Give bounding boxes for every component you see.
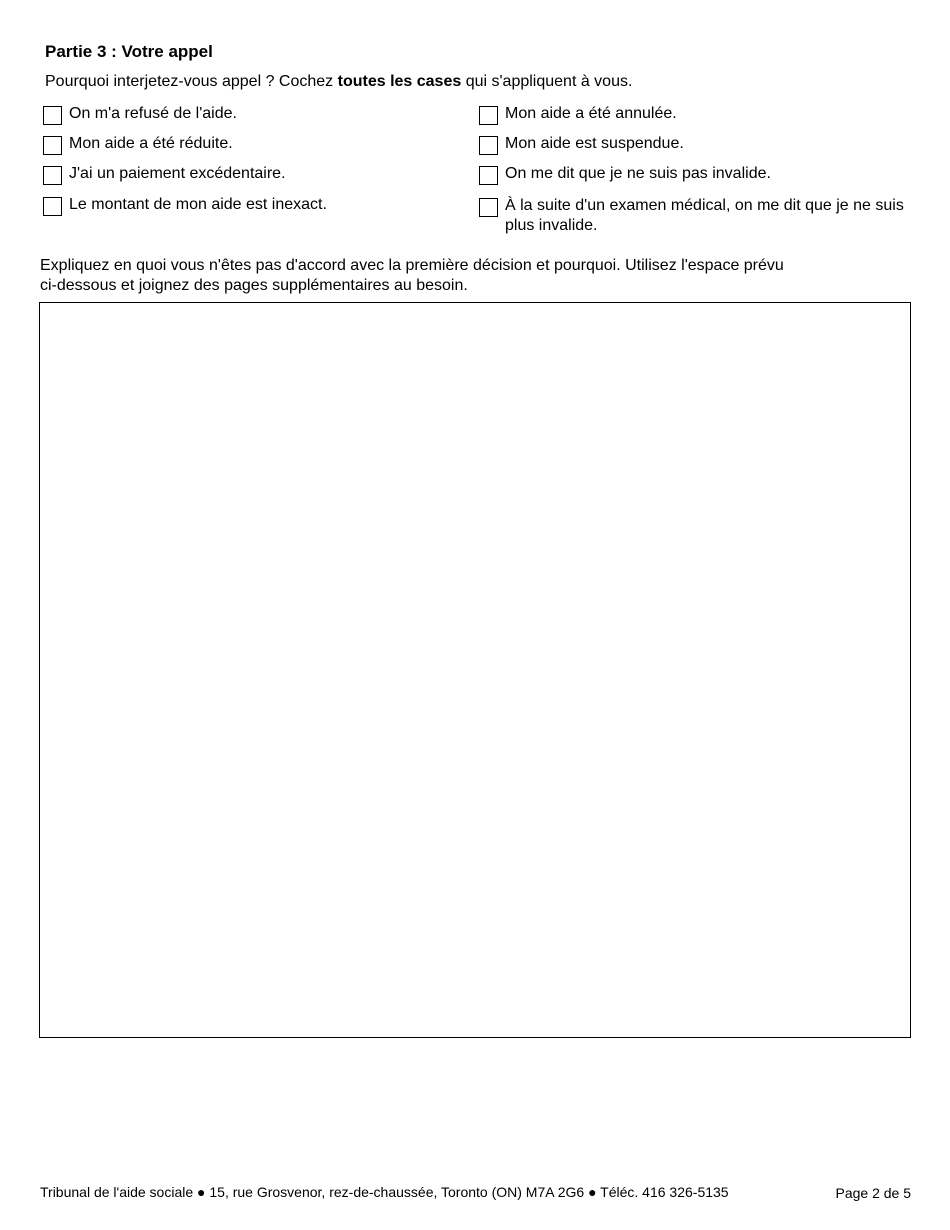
option-not-disabled[interactable] bbox=[479, 164, 904, 185]
option-aid-cancelled-label: Mon aide a été annulée. bbox=[505, 105, 677, 122]
explanation-line-2: ci-dessous et joignez des pages supplémentaires au besoin. bbox=[40, 277, 468, 294]
checkbox-aid-suspended[interactable] bbox=[479, 136, 498, 155]
option-aid-suspended-label: Mon aide est suspendue. bbox=[505, 135, 684, 152]
checkbox-aid-refused[interactable] bbox=[43, 106, 62, 125]
option-aid-cancelled[interactable] bbox=[479, 104, 904, 125]
instruction-text bbox=[45, 73, 632, 91]
checkbox-aid-cancelled[interactable] bbox=[479, 106, 498, 125]
checkbox-amount-incorrect[interactable] bbox=[43, 197, 62, 216]
section-title: Partie 3 : Votre appel bbox=[45, 42, 213, 61]
option-aid-suspended[interactable] bbox=[479, 134, 904, 155]
checkbox-no-longer-disabled[interactable] bbox=[479, 198, 498, 217]
explanation-answer-box[interactable] bbox=[39, 302, 911, 1038]
checkbox-overpayment[interactable] bbox=[43, 166, 62, 185]
checkbox-not-disabled[interactable] bbox=[479, 166, 498, 185]
option-aid-reduced-label: Mon aide a été réduite. bbox=[69, 135, 233, 152]
option-amount-incorrect-label: Le montant de mon aide est inexact. bbox=[69, 196, 327, 213]
explanation-instructions bbox=[40, 256, 900, 296]
page-number: Page 2 de 5 bbox=[835, 1185, 911, 1201]
option-amount-incorrect[interactable] bbox=[43, 195, 443, 216]
option-aid-reduced[interactable] bbox=[43, 134, 443, 155]
option-overpayment[interactable] bbox=[43, 164, 443, 185]
option-no-longer-disabled-label: À la suite d'un examen médical, on me dit que je ne suis plus invalide. bbox=[505, 197, 904, 234]
option-aid-refused[interactable] bbox=[43, 104, 443, 125]
instruction-text-bold: toutes les cases bbox=[337, 73, 462, 90]
footer-address: Tribunal de l'aide sociale ● 15, rue Grosvenor, rez-de-chaussée, Toronto (ON) M7A 2G6 ● Téléc. 416 326-5135 bbox=[40, 1184, 729, 1200]
instruction-text-start: Pourquoi interjetez-vous appel ? Cochez bbox=[45, 73, 338, 90]
checkbox-aid-reduced[interactable] bbox=[43, 136, 62, 155]
explanation-line-1: Expliquez en quoi vous n'êtes pas d'accord avec la première décision et pourquoi. Utilisez l'espace prévu bbox=[40, 257, 784, 274]
instruction-text-end: qui s'appliquent à vous. bbox=[461, 73, 633, 90]
option-overpayment-label: J'ai un paiement excédentaire. bbox=[69, 165, 286, 182]
option-aid-refused-label: On m'a refusé de l'aide. bbox=[69, 105, 237, 122]
option-not-disabled-label: On me dit que je ne suis pas invalide. bbox=[505, 165, 771, 182]
option-no-longer-disabled[interactable] bbox=[479, 196, 904, 236]
